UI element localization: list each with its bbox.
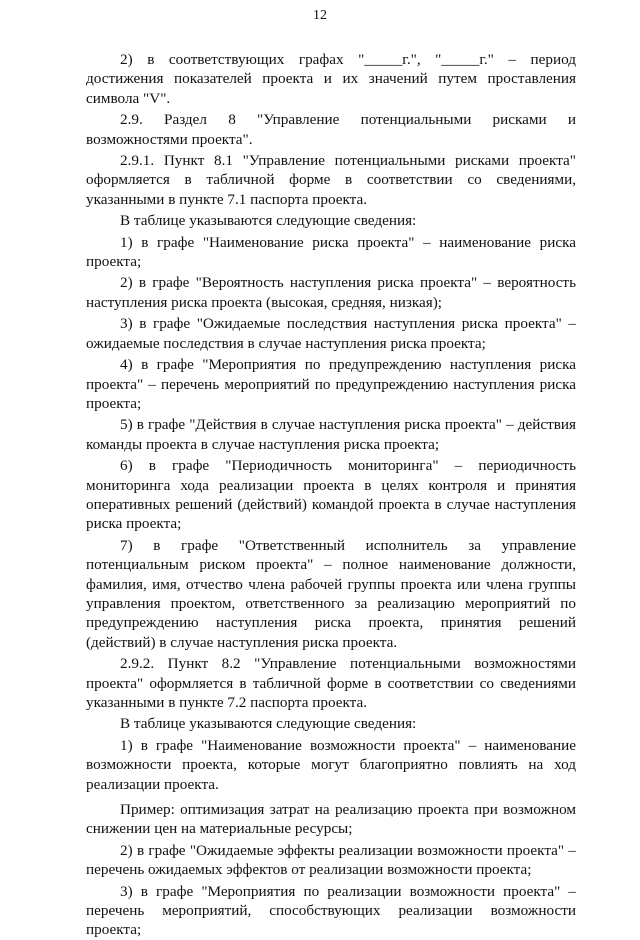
list-item: 7) в графе "Ответственный исполнитель за управление потенциальным риском проекта" – полное наименование должности, фамилия, имя, отчество члена рабочей группы проекта или члена группы управления проектом, ответственного за реализацию мероприятий по предупреждению наступления риска проекта, принятия решений (действий) в случае наступления риска проекта. (86, 536, 576, 651)
list-item: 3) в графе "Мероприятия по реализации возможности проекта" – перечень мероприятий, способствующих реализации возможности проекта; (86, 882, 576, 939)
paragraph: В таблице указываются следующие сведения: (120, 715, 417, 733)
list-item: 5) в графе "Действия в случае наступления риска проекта" – действия команды проекта в случае наступления риска проекта; (86, 416, 576, 453)
paragraph: 2.9.1. Пункт 8.1 "Управление потенциальными рисками проекта" оформляется в табличной форме в соответствии со сведениями, указанными в пункте 7.1 паспорта проекта. (86, 152, 576, 208)
list-item: 1) в графе "Наименование возможности проекта" – наименование возможности проекта, которые могут благоприятно повлиять на ход реализации проекта. (86, 736, 576, 793)
page-number: 12 (313, 8, 327, 23)
list-item: 4) в графе "Мероприятия по предупреждению наступления риска проекта" – перечень мероприятий по предупреждению наступления риска проекта; (86, 356, 576, 412)
list-item: 2) в графе "Ожидаемые эффекты реализации возможности проекта" – перечень ожидаемых эффектов от реализации возможности проекта; (86, 841, 576, 879)
example-paragraph: Пример: оптимизация затрат на реализацию проекта при возможном снижении цен на материальные ресурсы; (86, 801, 576, 838)
paragraph: 2) в соответствующих графах "_____г.", "_____г." – период достижения показателей проекта и их значений путем проставления символа "V". (86, 51, 576, 107)
list-item: 2) в графе "Вероятность наступления риска проекта" – вероятность наступления риска проекта (высокая, средняя, низкая); (86, 274, 576, 311)
paragraph: 2.9.2. Пункт 8.2 "Управление потенциальными возможностями проекта" оформляется в табличной форме в соответствии со сведениями указанными в пункте 7.2 паспорта проекта. (86, 655, 576, 711)
section-heading: 2.9. Раздел 8 "Управление потенциальными рисками и возможностями проекта". (86, 111, 576, 148)
list-item: 1) в графе "Наименование риска проекта" – наименование риска проекта; (86, 233, 576, 271)
list-item: 3) в графе "Ожидаемые последствия наступления риска проекта" – ожидаемые последствия в случае наступления риска проекта; (86, 315, 576, 352)
list-item: 6) в графе "Периодичность мониторинга" – периодичность мониторинга хода реализации проекта в целях контроля и принятия оперативных решений (действий) командой проекта в случае наступления риска проекта; (86, 457, 576, 533)
paragraph: В таблице указываются следующие сведения: (120, 212, 417, 230)
document-body (86, 50, 576, 940)
